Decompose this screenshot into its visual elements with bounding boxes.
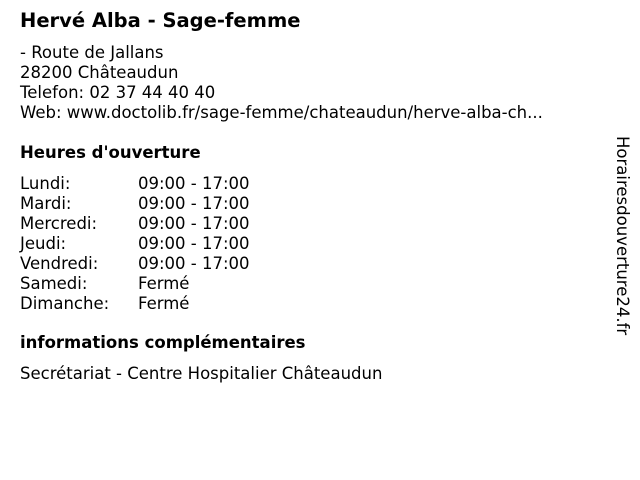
extra-info-heading: informations complémentaires xyxy=(20,333,306,352)
city-line: 28200 Châteaudun xyxy=(20,63,179,82)
watermark-text: Horairesdouverture24.fr xyxy=(613,136,632,336)
time-value: 09:00 - 17:00 xyxy=(138,214,250,233)
day-label: Mercredi: xyxy=(20,214,98,233)
time-value: 09:00 - 17:00 xyxy=(138,234,250,253)
business-title: Hervé Alba - Sage-femme xyxy=(20,9,301,32)
street-line: - Route de Jallans xyxy=(20,43,164,62)
hours-heading: Heures d'ouverture xyxy=(20,143,201,162)
day-label: Dimanche: xyxy=(20,294,110,313)
day-label: Vendredi: xyxy=(20,254,99,273)
phone-line[interactable]: Telefon: 02 37 44 40 40 xyxy=(20,83,216,102)
time-value: 09:00 - 17:00 xyxy=(138,194,250,213)
time-value: Fermé xyxy=(138,274,190,293)
day-label: Jeudi: xyxy=(20,234,67,253)
extra-info-text: Secrétariat - Centre Hospitalier Châteaudun xyxy=(20,364,383,383)
watermark xyxy=(610,136,634,372)
day-label: Samedi: xyxy=(20,274,88,293)
day-label: Lundi: xyxy=(20,174,71,193)
time-value: 09:00 - 17:00 xyxy=(138,174,250,193)
address-block xyxy=(20,43,543,123)
time-value: Fermé xyxy=(138,294,190,313)
web-line[interactable]: Web: www.doctolib.fr/sage-femme/chateaudun/herve-alba-ch... xyxy=(20,103,543,122)
time-value: 09:00 - 17:00 xyxy=(138,254,250,273)
day-label: Mardi: xyxy=(20,194,72,213)
